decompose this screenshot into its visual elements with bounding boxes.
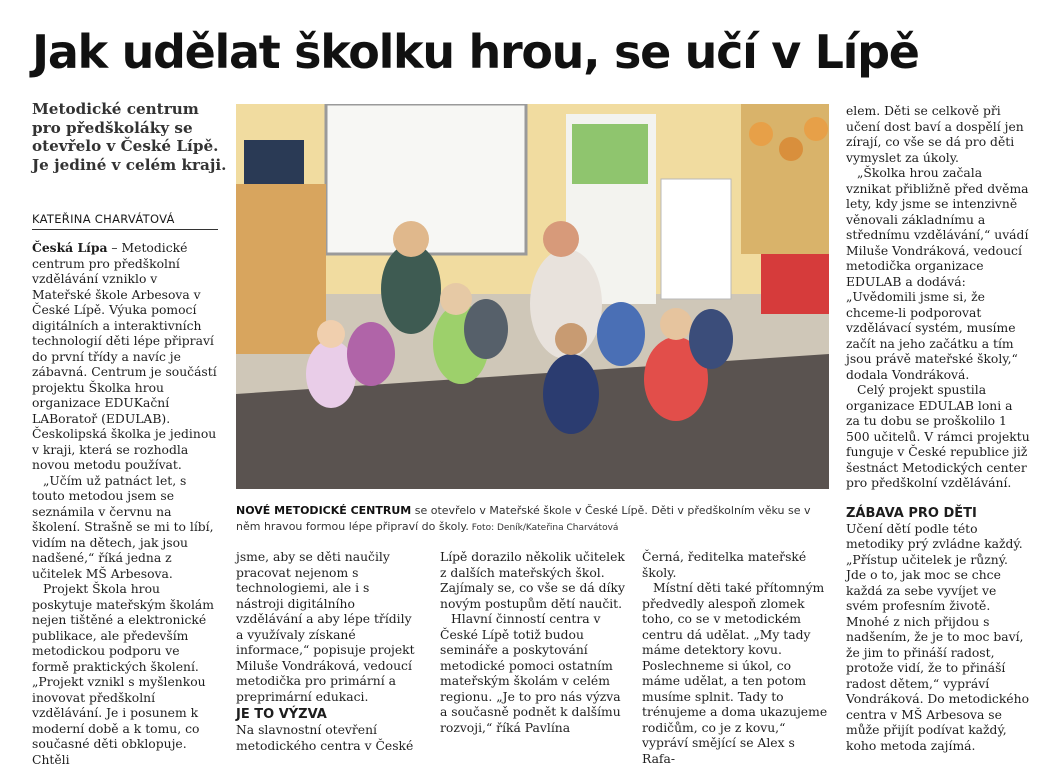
author-byline: KATEŘINA CHARVÁTOVÁ	[32, 212, 218, 230]
article-column-3	[440, 550, 626, 736]
paragraph: jsme, aby se děti naučily pracovat nejenom s technologiemi, ale i s nástroji digitálního vzdělávání a aby lépe třídily a využívaly získané informace,“ popisuje projekt Miluše Vondráková, vedoucí metodička pro primární a preprimární edukaci.	[236, 550, 415, 704]
paragraph: Lípě dorazilo několik učitelek z dalších mateřských škol. Zajímaly se, co vše se dá díky novým postupům dětí naučit.	[440, 550, 625, 611]
caption-lead: NOVÉ METODICKÉ CENTRUM	[236, 504, 412, 517]
article-column-1	[32, 240, 220, 768]
paragraph: Černá, ředitelka mateřské školy.	[642, 550, 807, 580]
paragraph: „Školka hrou začala vznikat přibližně před dvěma lety, kdy jsme se intenzivně věnovali základnímu a střednímu vzdělávání,“ uvádí Miluše Vondráková, vedoucí metodička organizace EDULAB a dodává: „Uvědomili jsme si, že chceme-li podporovat vzdělávací systém, musíme začít na jeho začátku a tím jsou právě mateřské školy,“ dodala Vondráková.	[846, 166, 1029, 382]
dateline-place: Česká Lípa	[32, 240, 108, 255]
article-column-5	[846, 104, 1030, 754]
paragraph: Česká Lípa – Metodické centrum pro předškolní vzdělávání vzniklo v Mateřské škole Arbesova v České Lípě. Výuka pomocí digitálních a interaktivních technologií děti lépe připraví do první třídy a navíc je zábavná. Centrum je součástí projektu Školka hrou organizace EDUKační LABoratoř (EDULAB). Českolipská školka je jedinou v kraji, která se rozhodla novou metodu používat.	[32, 240, 217, 472]
caption-text: se otevřelo v Mateřské škole v České Lípě. Děti v předškolním věku se v něm hravou formou lépe připraví do školy.	[236, 504, 811, 533]
classroom-photo-illustration	[236, 104, 829, 489]
paragraph: Místní děti také přítomným předvedly alespoň zlomek toho, co se v metodickém centru dá udělat. „My tady máme detektory kovu. Poslechneme si úkol, co máme udělat, a ten potom musíme splnit. Tady to trénujeme a doma ukazujeme rodičům, co je z kovu,“ vypráví smějící se Alex s Rafa-	[642, 581, 828, 766]
paragraph: Celý projekt spustila organizace EDULAB loni a za tu dobu se proškolilo 1 500 učitelů. V rámci projektu funguje v České republice již šestnáct Metodických center pro předškolní vzdělávání.	[846, 383, 1030, 490]
paragraph: Hlavní činností centra v České Lípě totiž budou semináře a poskytování metodické pomoci ostatním mateřským školám v celém regionu. „Je to pro nás výzva a současně podnět k dalšímu rozvoji,“ říká Pavlína	[440, 612, 621, 735]
paragraph: „Učím už patnáct let, s touto metodou jsem se seznámila v červnu na školení. Strašně se mi to líbí, vidím na dětech, jak jsou nadšené,“ říká jedna z učitelek MŠ Arbesova.	[32, 473, 214, 581]
article-photo	[236, 104, 829, 489]
article-column-4	[642, 550, 828, 767]
headline: Jak udělat školku hrou, se učí v Lípě	[32, 25, 919, 79]
photo-credit: Foto: Deník/Kateřina Charvátová	[468, 523, 619, 533]
paragraph: Na slavnostní otevření metodického centra v České	[236, 723, 414, 753]
photo-caption	[236, 503, 834, 536]
perex: Metodické centrum pro předškoláky se otevřelo v České Lípě. Je jediné v celém kraji.	[32, 100, 227, 174]
paragraph: elem. Děti se celkově při učení dost baví a dospělí jen zírají, co vše se dá pro děti vymyslet za úkoly.	[846, 104, 1024, 165]
subheading: ZÁBAVA PRO DĚTI	[846, 505, 977, 521]
subheading: JE TO VÝZVA	[236, 707, 327, 722]
paragraph: Projekt Škola hrou poskytuje mateřským školám nejen tištěné a elektronické publikace, ale především metodickou podporu ve formě praktických školení. „Projekt vznikl s myšlenkou inovovat předškolní vzdělávání. Je i posunem k moderní době a k tomu, co současné děti obklopuje. Chtěli	[32, 582, 214, 767]
paragraph: Učení dětí podle této metodiky prý zvládne každý. „Přístup učitelek je různý. Jde o to, jak moc se chce každá za sebe vyvíjet ve svém profesním životě. Mnohé z nich přijdou s nadšením, že je to moc baví, že jim to přináší radost, protože vidí, že to přináší radost dětem,“ vypráví Vondráková. Do metodického centra v MŠ Arbesova se může přijít podívat každý, koho metoda zajímá.	[846, 521, 1029, 753]
article-column-2	[236, 550, 418, 754]
